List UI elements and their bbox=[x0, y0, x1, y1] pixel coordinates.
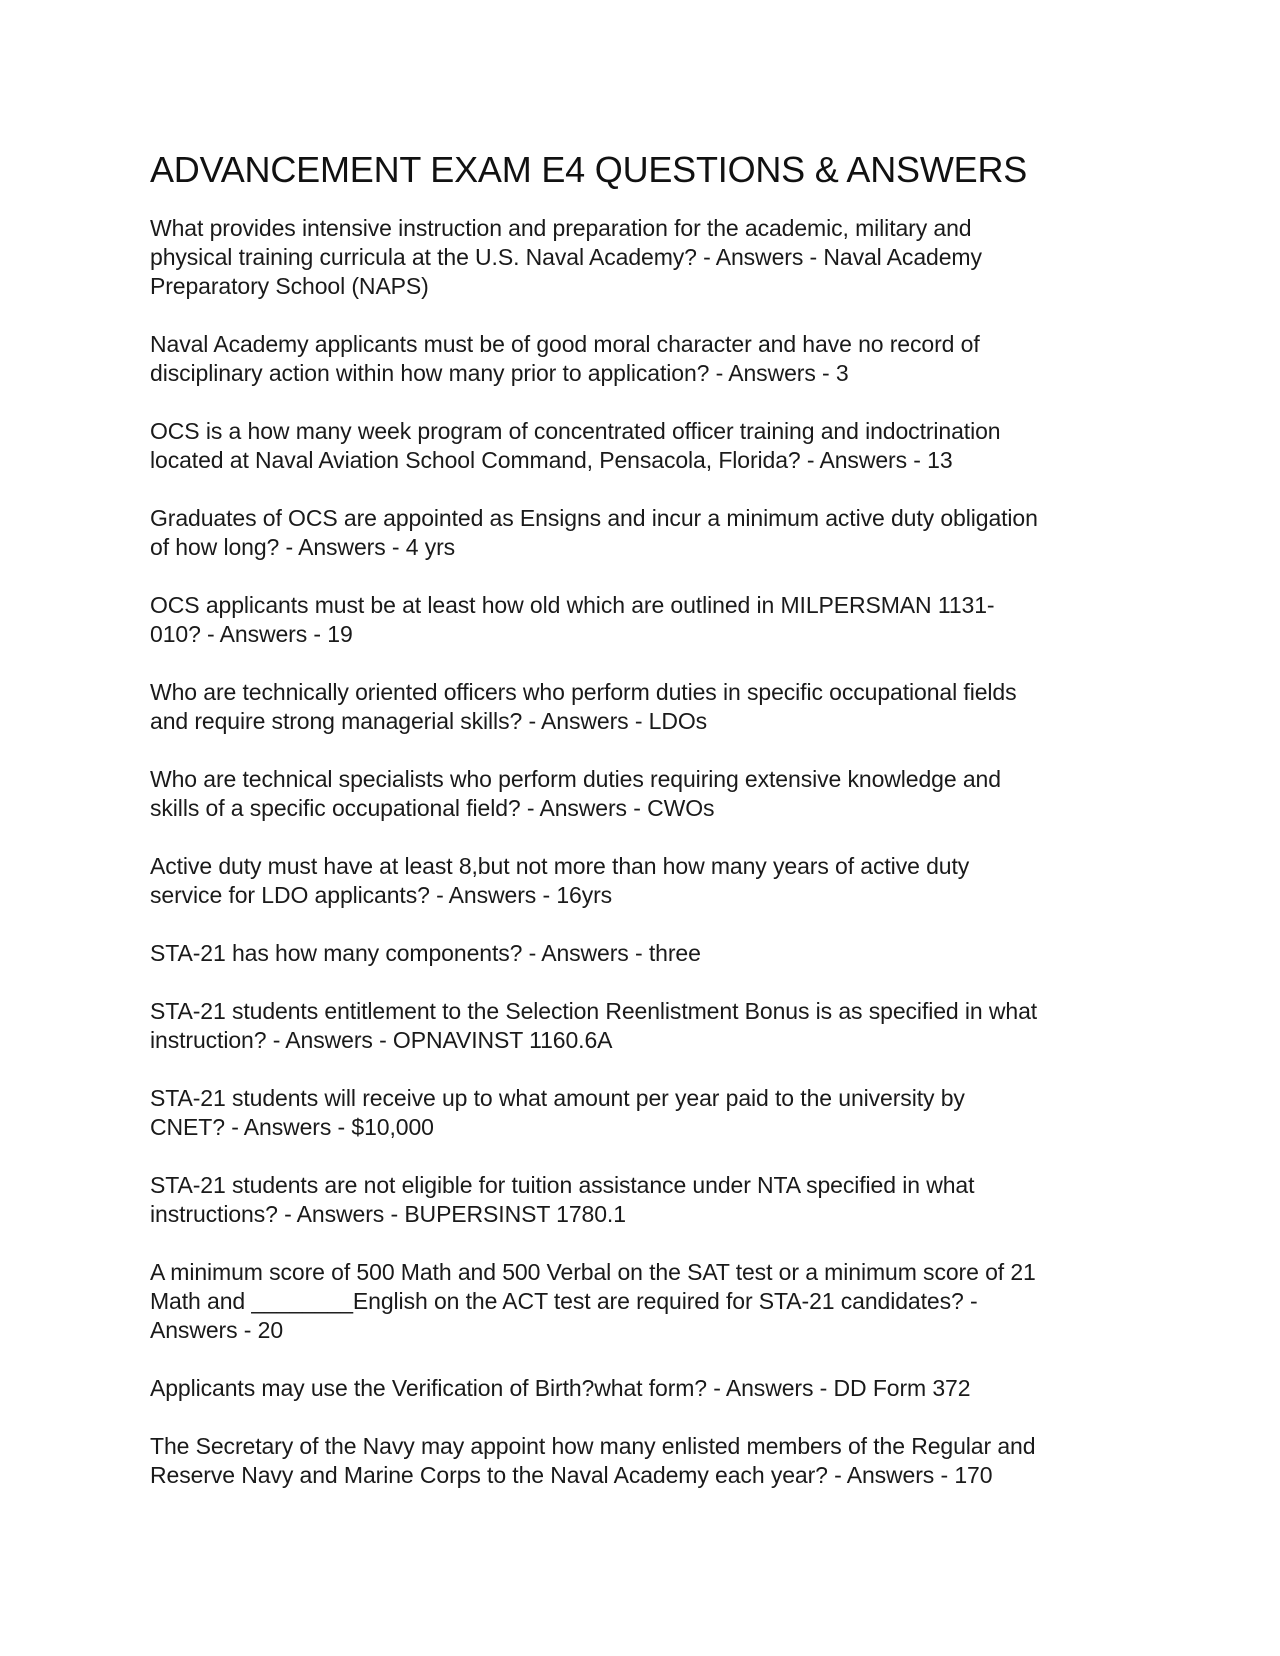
qa-item: The Secretary of the Navy may appoint how many enlisted members of the Regular and Reserve Navy and Marine Corps to the Naval Academy each year? - Answers - 170 bbox=[150, 1433, 1036, 1488]
qa-item: Applicants may use the Verification of Birth?what form? - Answers - DD Form 372 bbox=[150, 1375, 971, 1401]
qa-item: STA-21 students entitlement to the Selection Reenlistment Bonus is as specified in what instruction? - Answers - OPNAVINST 1160.6A bbox=[150, 998, 1038, 1053]
qa-item: OCS is a how many week program of concentrated officer training and indoctrination located at Naval Aviation School Command, Pensacola, Florida? - Answers - 13 bbox=[150, 418, 1001, 473]
qa-item: STA-21 has how many components? - Answers - three bbox=[150, 940, 701, 966]
qa-item: Active duty must have at least 8,but not more than how many years of active duty service for LDO applicants? - Answers - 16yrs bbox=[150, 853, 970, 908]
qa-item: OCS applicants must be at least how old which are outlined in MILPERSMAN 1131- 010? - Answers - 19 bbox=[150, 592, 995, 647]
qa-item: Graduates of OCS are appointed as Ensigns and incur a minimum active duty obligation of how long? - Answers - 4 yrs bbox=[150, 505, 1038, 560]
qa-item: What provides intensive instruction and preparation for the academic, military and physical training curricula at the U.S. Naval Academy? - Answers - Naval Academy Preparatory School (NAPS) bbox=[150, 215, 982, 299]
qa-item: STA-21 students are not eligible for tuition assistance under NTA specified in what instructions? - Answers - BUPERSINST 1780.1 bbox=[150, 1172, 975, 1227]
document-body bbox=[150, 148, 1140, 1519]
qa-item: STA-21 students will receive up to what amount per year paid to the university by CNET? - Answers - $10,000 bbox=[150, 1085, 965, 1140]
document-title: ADVANCEMENT EXAM E4 QUESTIONS & ANSWERS bbox=[150, 149, 1028, 190]
qa-item: Who are technically oriented officers who perform duties in specific occupational fields and require strong managerial skills? - Answers - LDOs bbox=[150, 679, 1017, 734]
qa-item: A minimum score of 500 Math and 500 Verbal on the SAT test or a minimum score of 21 Math and ________English on the ACT test are required for STA-21 candidates? - Answers - 20 bbox=[150, 1259, 1036, 1343]
qa-item: Who are technical specialists who perform duties requiring extensive knowledge and skills of a specific occupational field? - Answers - CWOs bbox=[150, 766, 1001, 821]
qa-item: Naval Academy applicants must be of good moral character and have no record of disciplinary action within how many prior to application? - Answers - 3 bbox=[150, 331, 980, 386]
qa-list bbox=[150, 214, 1140, 1490]
